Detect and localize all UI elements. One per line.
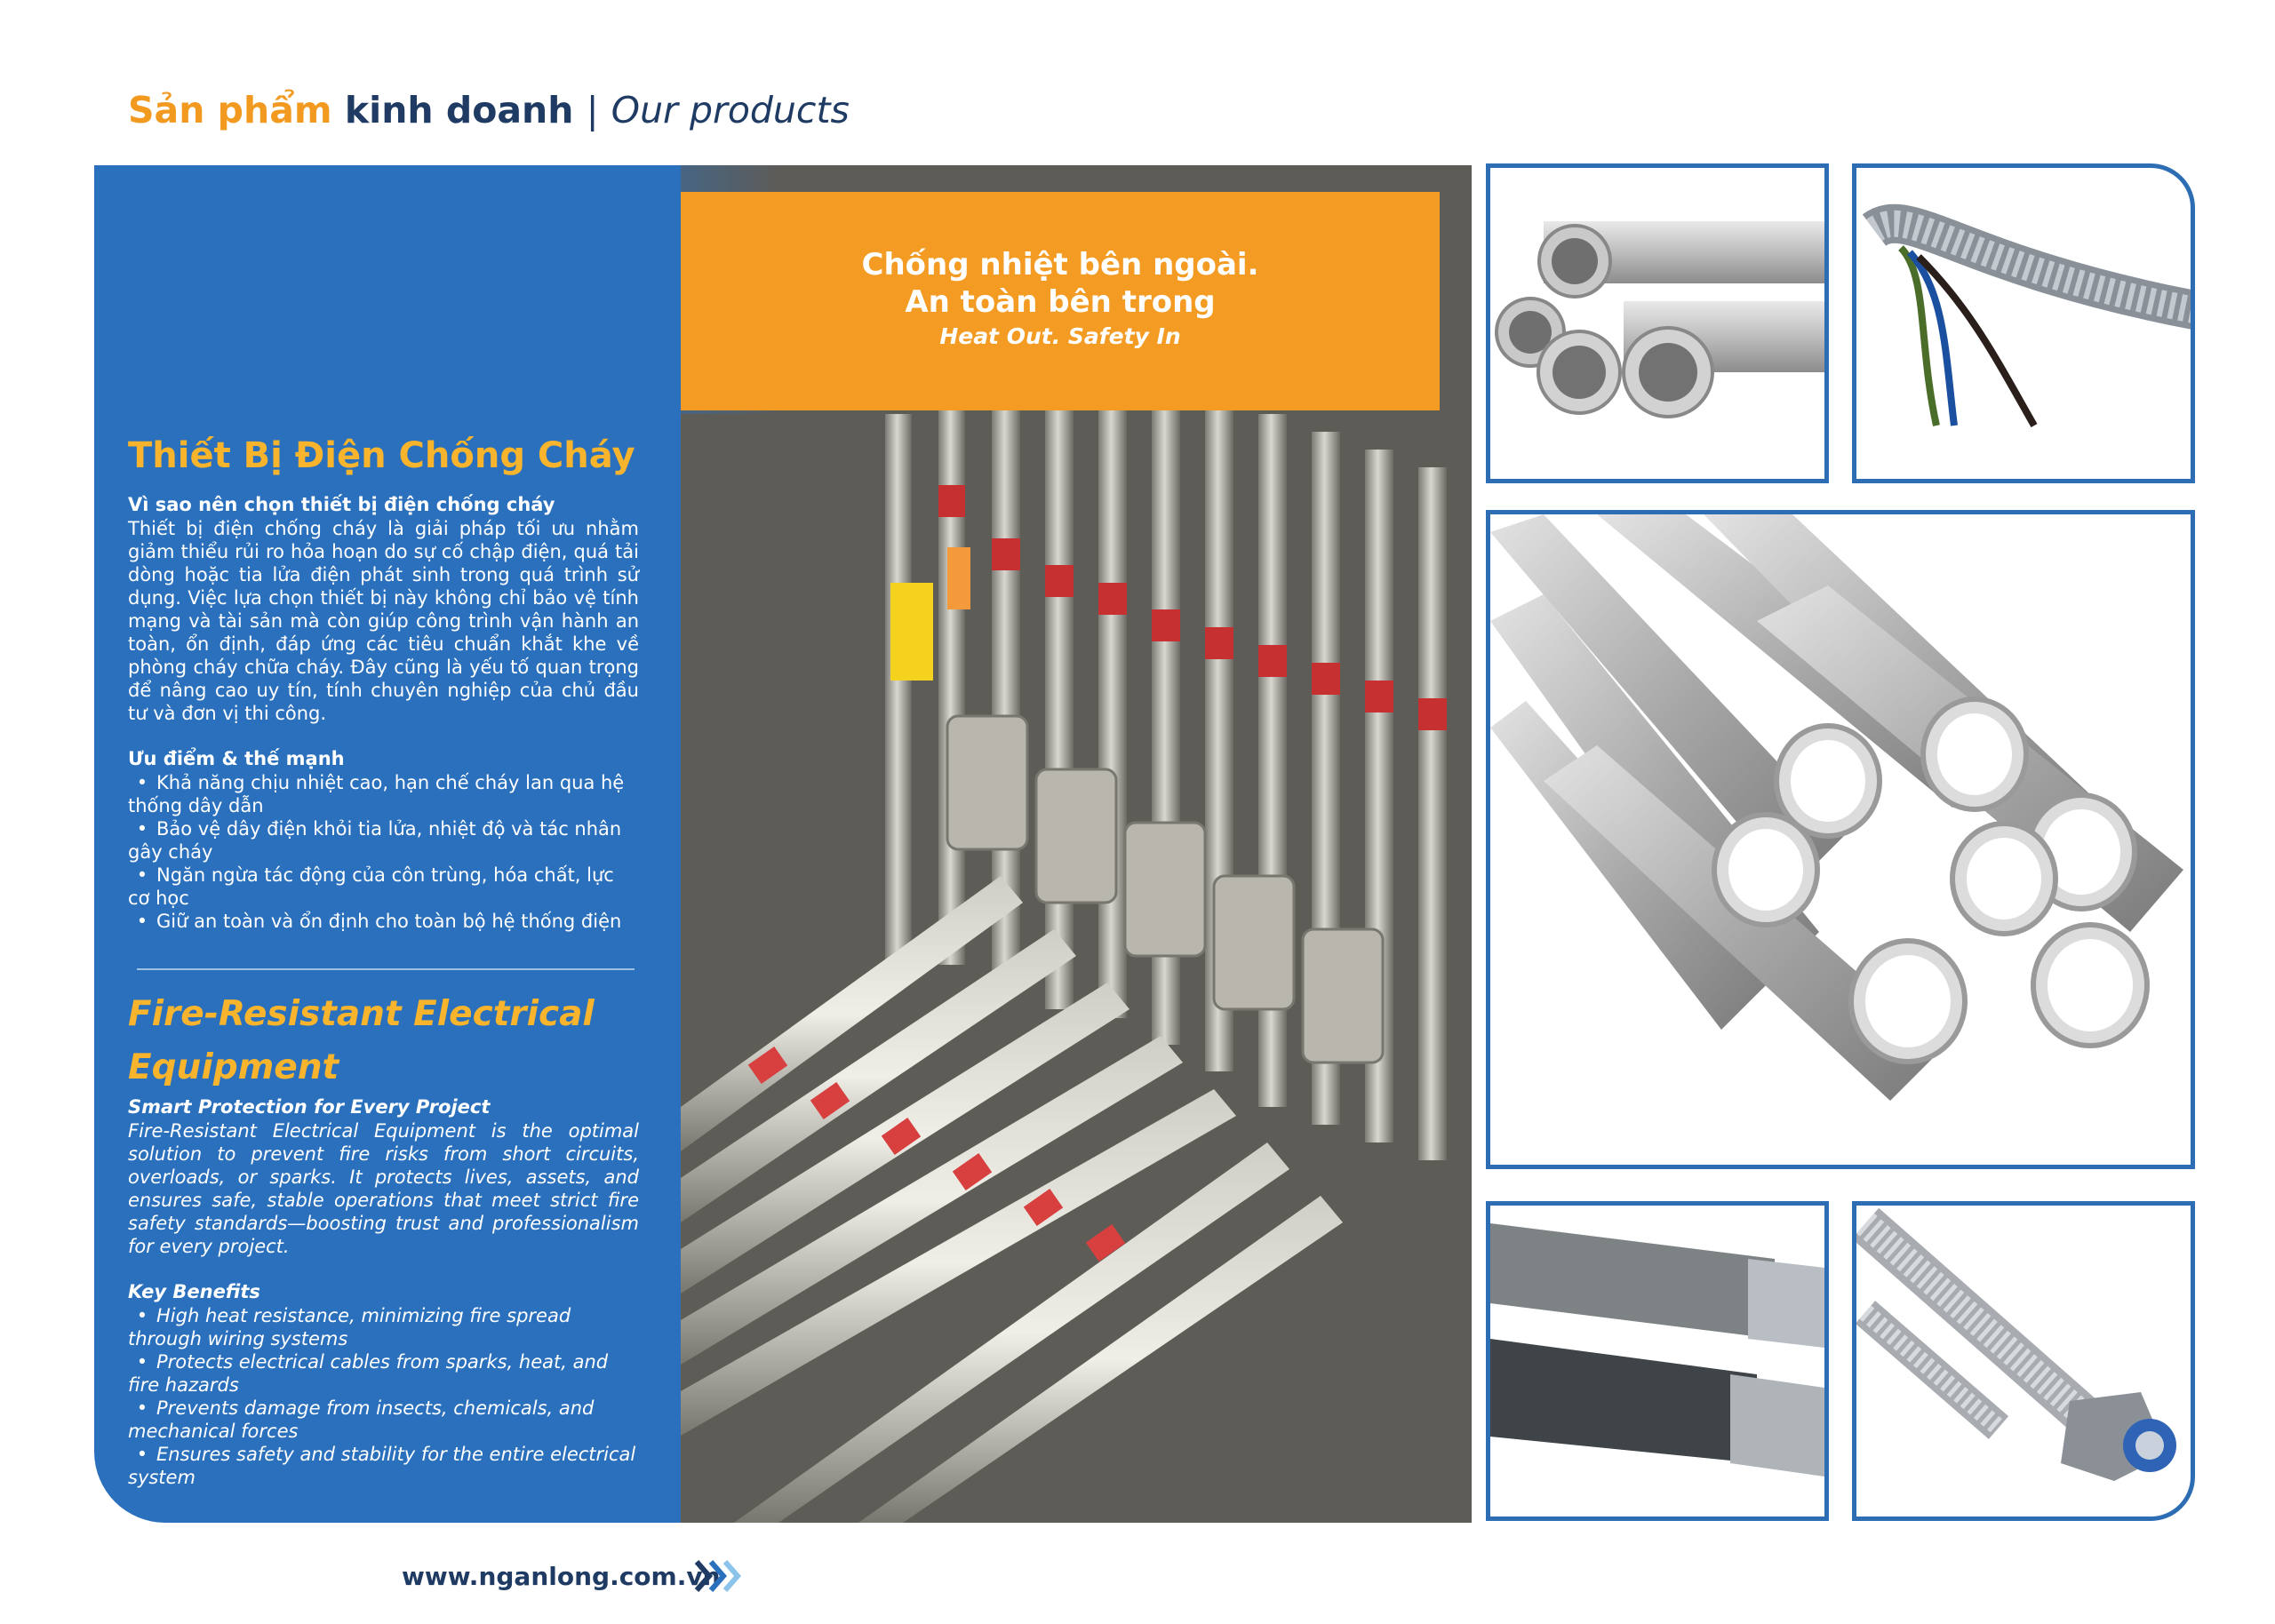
- vn-benefits-title: Ưu điểm & thế mạnh: [128, 748, 345, 769]
- section-divider: [137, 968, 635, 970]
- slogan-line-1: Chống nhiệt bên ngoài.: [861, 247, 1259, 283]
- list-item: • Ngăn ngừa tác động của côn trùng, hóa chất, lực cơ học: [128, 864, 614, 909]
- title-separator: |: [586, 89, 599, 131]
- list-item: • Protects electrical cables from sparks, heat, and fire hazards: [128, 1351, 609, 1396]
- en-benefits-title: Key Benefits: [128, 1281, 260, 1302]
- threaded-conduit-illustration: [1490, 168, 1824, 479]
- vn-section-heading: Thiết Bị Điện Chống Cháy: [128, 435, 635, 476]
- double-chevron-right-icon: [693, 1558, 746, 1594]
- flexible-conduit-illustration: [1856, 168, 2191, 479]
- vn-benefits-list: [128, 771, 639, 933]
- conduit-fitting-illustration: [1856, 1206, 2191, 1517]
- en-smart-paragraph: Fire-Resistant Electrical Equipment is the optimal solution to prevent fire risks from short circuits, overloads, or sparks. It protects lives, assets, and ensures safe, stable operations that meet strict fire safety standards—boosting trust and professionalism for every project.: [128, 1120, 639, 1257]
- steel-pipes-illustration: [1490, 514, 2191, 1165]
- slogan-english: Heat Out. Safety In: [939, 323, 1181, 349]
- title-part-1: Sản phẩm: [128, 89, 332, 131]
- list-item: • Bảo vệ dây điện khỏi tia lửa, nhiệt độ và tác nhân gây cháy: [128, 818, 622, 863]
- vn-why-title: Vì sao nên chọn thiết bị điện chống cháy: [128, 494, 555, 515]
- product-image-flexible-conduit: [1852, 163, 2195, 483]
- page-title: [128, 89, 850, 131]
- list-item: • Ensures safety and stability for the entire electrical system: [128, 1444, 636, 1488]
- list-item: • High heat resistance, minimizing fire spread through wiring systems: [128, 1305, 571, 1349]
- product-image-threaded-conduit: [1486, 163, 1829, 483]
- pvc-coated-conduit-illustration: [1490, 1206, 1824, 1517]
- title-english: Our products: [611, 89, 850, 131]
- en-section-heading: [128, 988, 595, 1095]
- title-part-2: kinh doanh: [344, 89, 574, 131]
- product-image-steel-pipes: [1486, 510, 2195, 1169]
- en-heading-line-2: Equipment: [128, 1047, 339, 1087]
- list-item: • Giữ an toàn và ổn định cho toàn bộ hệ thống điện: [136, 911, 622, 932]
- en-smart-title: Smart Protection for Every Project: [128, 1096, 491, 1118]
- slogan-line-2: An toàn bên trong: [905, 284, 1216, 320]
- website-link[interactable]: www.nganlong.com.vn: [402, 1562, 721, 1591]
- product-image-conduit-fitting: [1852, 1201, 2195, 1521]
- list-item: • Prevents damage from insects, chemicals, and mechanical forces: [128, 1397, 595, 1442]
- product-image-pvc-coated-conduit: [1486, 1201, 1829, 1521]
- list-item: • Khả năng chịu nhiệt cao, hạn chế cháy lan qua hệ thống dây dẫn: [128, 772, 625, 816]
- vn-why-paragraph: Thiết bị điện chống cháy là giải pháp tối ưu nhằm giảm thiểu rủi ro hỏa hoạn do sự cố chập điện, quá tải dòng hoặc tia lửa điện phát sinh trong quá trình sử dụng. Việc lựa chọn thiết bị này không chỉ bảo vệ tính mạng và tài sản mà còn giúp công trình vận hành an toàn, ổn định, đáp ứng các tiêu chuẩn khắt khe về phòng cháy chữa cháy. Đây cũng là yếu tố quan trọng để nâng cao uy tín, tính chuyên nghiệp của chủ đầu tư và đơn vị thi công.: [128, 518, 639, 724]
- en-benefits-list: [128, 1304, 639, 1489]
- slogan-banner: [681, 192, 1440, 410]
- en-heading-line-1: Fire-Resistant Electrical: [128, 994, 595, 1034]
